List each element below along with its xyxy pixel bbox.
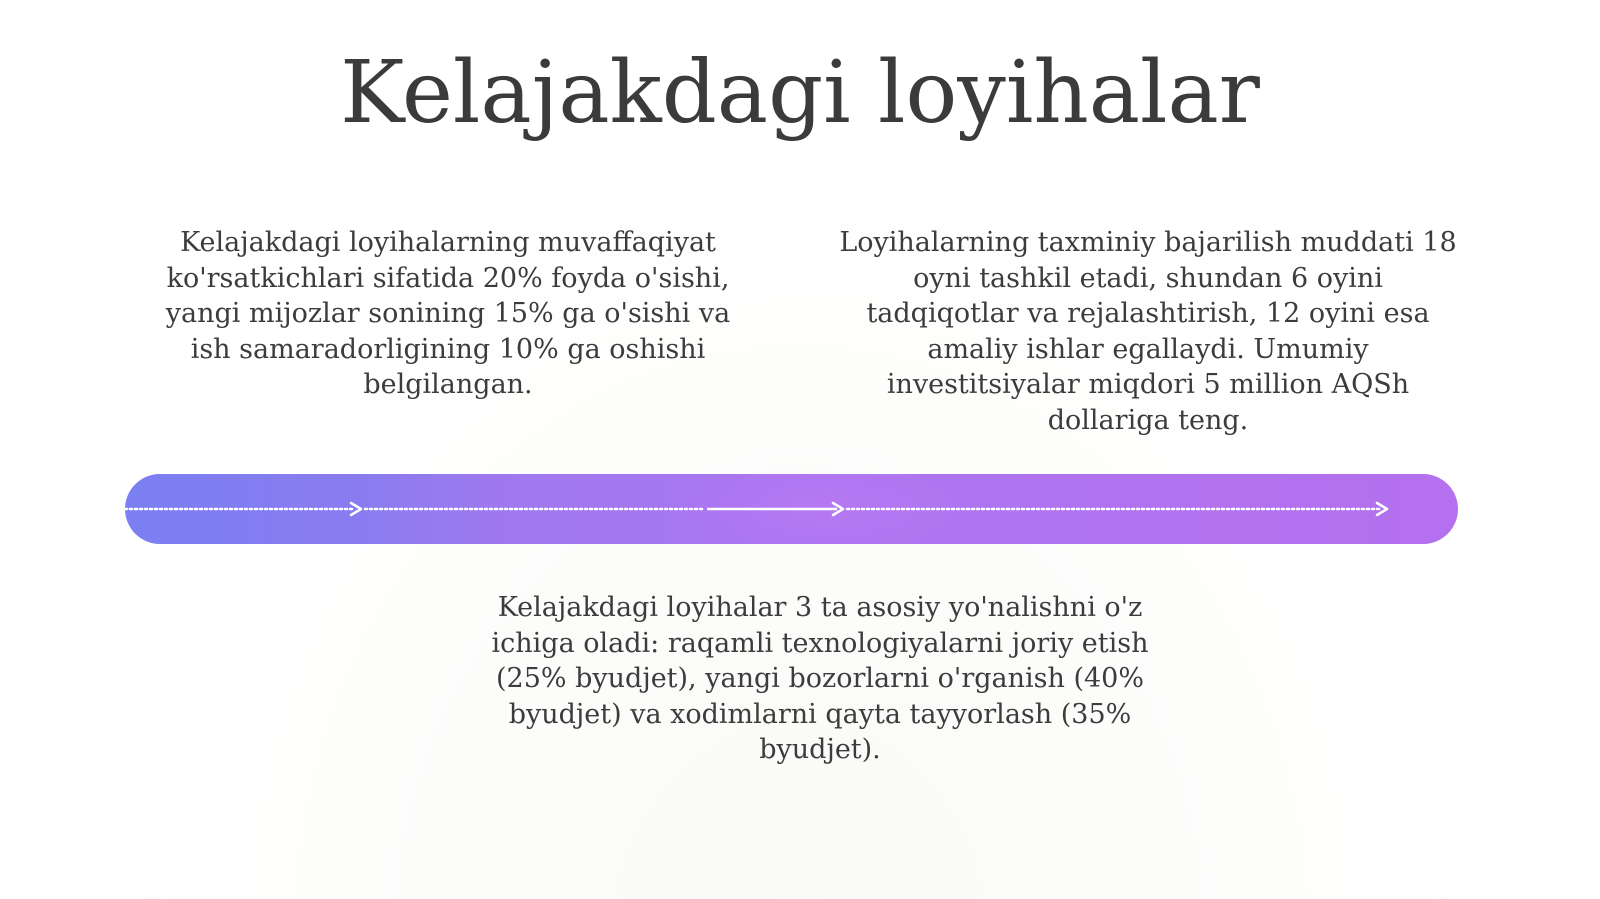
success-metrics-text: Kelajakdagi loyihalarning muvaffaqiyat ko'rsatkichlari sifatida 20% foyda o'sishi, yangi mijozlar sonining 15% ga o'sishi va ish samaradorligining 10% ga oshishi belgilangan. xyxy=(165,227,731,400)
timeline-arrows xyxy=(125,474,1458,544)
project-directions-text: Kelajakdagi loyihalar 3 ta asosiy yo'nalishni o'z ichiga oladi: raqamli texnologiyalarni joriy etish (25% byudjet), yangi bozorlarni o'rganish (40% byudjet) va xodimlarni qayta tayyorlash (35% byudjet). xyxy=(491,592,1149,765)
slide-title: Kelajakdagi loyihalar xyxy=(340,43,1260,143)
timeline-bar xyxy=(125,474,1458,544)
timeline-budget-text: Loyihalarning taxminiy bajarilish muddati 18 oyni tashkil etadi, shundan 6 oyini tadqiqotlar va rejalashtirish, 12 oyini esa amaliy ishlar egallaydi. Umumiy investitsiyalar miqdori 5 million AQSh dollariga teng. xyxy=(839,227,1457,436)
